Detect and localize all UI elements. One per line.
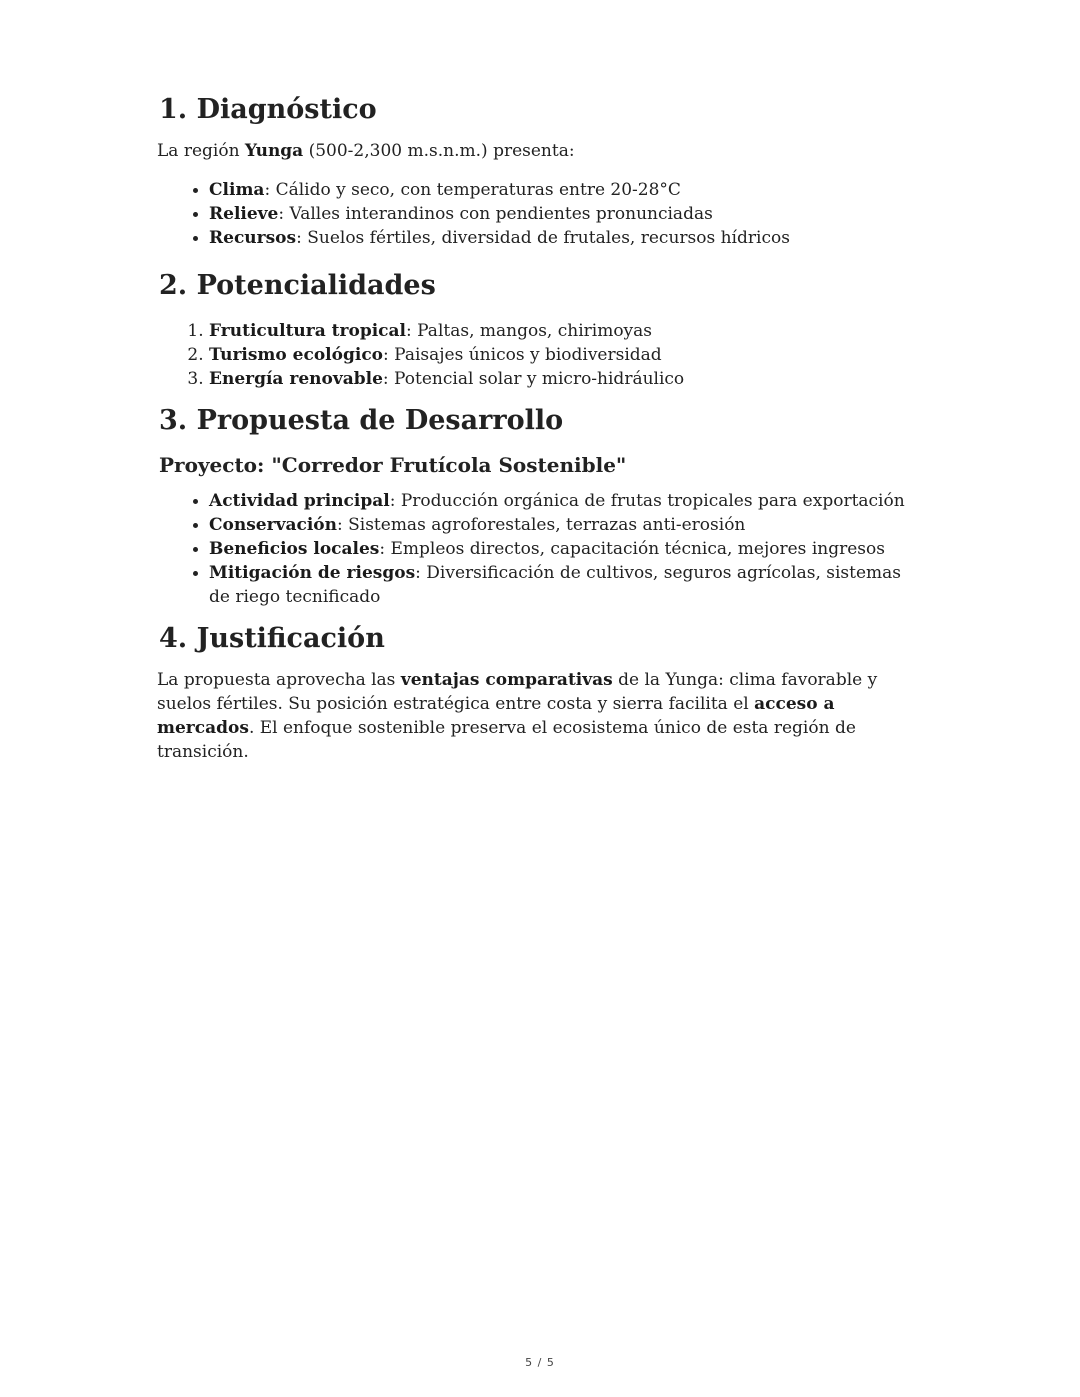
section-heading-diagnostico: 1. Diagnóstico bbox=[159, 94, 377, 125]
item-text: : Sistemas agroforestales, terrazas anti-erosión bbox=[336, 515, 746, 536]
item-text: : Paltas, mangos, chirimoyas bbox=[406, 321, 653, 342]
item-text: : Paisajes únicos y biodiversidad bbox=[383, 345, 662, 366]
list-item bbox=[209, 178, 927, 202]
section-heading-justificacion: 4. Justificación bbox=[159, 623, 385, 655]
para-text: La propuesta aprovecha las bbox=[157, 670, 401, 691]
item-text: : Diversificación de cultivos, seguros agrícolas, sistemas de riego tecnificado bbox=[209, 563, 902, 608]
intro-prefix: La región bbox=[157, 141, 245, 162]
item-label: Recursos bbox=[209, 228, 297, 249]
item-label: Beneficios locales bbox=[209, 539, 380, 560]
list-item bbox=[209, 343, 927, 367]
propuesta-list bbox=[157, 489, 927, 609]
section-heading-potencialidades: 2. Potencialidades bbox=[159, 270, 436, 302]
list-item bbox=[209, 489, 927, 513]
item-label: Turismo ecológico bbox=[209, 345, 384, 366]
item-text: : Empleos directos, capacitación técnica, mejores ingresos bbox=[379, 539, 885, 560]
item-text: : Cálido y seco, con temperaturas entre 20-28°C bbox=[264, 180, 681, 201]
item-label: Clima bbox=[209, 180, 265, 201]
item-label: Actividad principal bbox=[209, 491, 390, 512]
item-text: : Producción orgánica de frutas tropicales para exportación bbox=[389, 491, 905, 512]
list-item bbox=[209, 226, 927, 250]
list-item bbox=[209, 202, 927, 226]
list-item bbox=[209, 319, 927, 343]
item-label: Conservación bbox=[209, 515, 337, 536]
document-content bbox=[157, 92, 927, 764]
list-item bbox=[209, 513, 927, 537]
item-text: : Valles interandinos con pendientes pronunciadas bbox=[278, 204, 713, 225]
potencialidades-list bbox=[157, 319, 927, 391]
list-item bbox=[209, 367, 927, 391]
list-item bbox=[209, 537, 927, 561]
list-item bbox=[209, 561, 927, 609]
item-label: Fruticultura tropical bbox=[209, 321, 406, 342]
para-bold: acceso a mercados bbox=[157, 694, 835, 739]
diagnostico-list bbox=[157, 178, 927, 250]
item-label: Relieve bbox=[209, 204, 279, 225]
intro-suffix: (500-2,300 m.s.n.m.) presenta: bbox=[303, 141, 575, 162]
diagnostico-intro bbox=[157, 139, 927, 163]
item-text: : Potencial solar y micro-hidráulico bbox=[382, 369, 685, 390]
project-subtitle: Proyecto: "Corredor Frutícola Sostenible" bbox=[159, 453, 627, 478]
item-text: : Suelos fértiles, diversidad de frutales, recursos hídricos bbox=[296, 228, 790, 249]
para-bold: ventajas comparativas bbox=[400, 670, 613, 691]
justificacion-paragraph bbox=[157, 668, 927, 764]
section-heading-propuesta: 3. Propuesta de Desarrollo bbox=[159, 405, 564, 437]
intro-bold: Yunga bbox=[244, 141, 304, 162]
para-text: de la Yunga: clima favorable y suelos fértiles. Su posición estratégica entre costa y sierra facilita el bbox=[157, 670, 878, 715]
page-indicator: 5 / 5 bbox=[525, 1356, 555, 1369]
item-label: Mitigación de riesgos bbox=[209, 563, 416, 584]
item-label: Energía renovable bbox=[209, 369, 383, 390]
para-text: . El enfoque sostenible preserva el ecosistema único de esta región de transición. bbox=[157, 718, 856, 763]
